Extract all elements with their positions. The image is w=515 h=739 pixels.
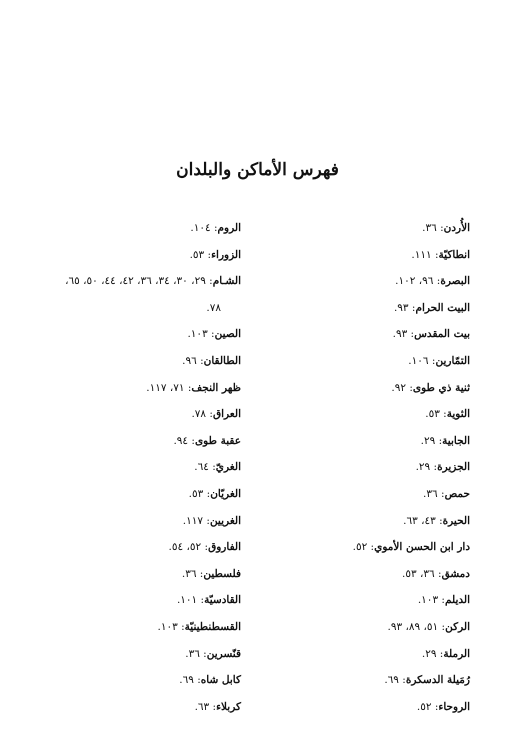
page-numbers: ١٠٤. [190, 222, 211, 234]
place-name: دار ابن الحسن الأموي [374, 541, 470, 554]
page-numbers: ١٠١. [176, 594, 198, 607]
place-name: الأُردن [443, 222, 470, 234]
page-numbers: ٢٩. [421, 647, 437, 660]
place-name: الشـام [212, 275, 241, 288]
index-entry: الحيرة: ٤٣، ٦٣. [403, 514, 470, 527]
place-name: الغريّ [215, 461, 241, 474]
page-numbers: ٧٨. [206, 301, 221, 314]
page-title: فهرس الأماكن والبلدان [176, 160, 339, 180]
page-numbers: ٩٣. [393, 301, 409, 314]
place-name: الروم [217, 222, 241, 234]
place-name: الغريين [209, 514, 241, 527]
place-name: البصرة [440, 275, 470, 288]
index-entry: القسطنطينيّة: ١٠٣. [157, 620, 241, 633]
index-entry: فلسطين: ٣٦. [181, 567, 241, 580]
index-entry: كربلاء: ٦٣. [194, 700, 241, 713]
place-name: الديلم [444, 594, 470, 607]
place-name: الفاروق [208, 541, 241, 554]
place-name: كابل شاه [200, 674, 241, 687]
page-numbers: ١١١. [411, 248, 432, 261]
index-entry: الصين: ١٠٣. [187, 328, 241, 341]
place-name: القسطنطينيّة [184, 620, 241, 633]
page-numbers: ٩٦. [182, 354, 197, 367]
place-name: الجزيرة [437, 461, 470, 474]
index-entry: الجزيرة: ٢٩. [415, 461, 470, 474]
page-numbers: ١٠٦. [408, 354, 429, 367]
place-name: الصين [214, 328, 241, 341]
place-name: الزوراء [211, 248, 241, 261]
place-name: عقبة طوى [194, 434, 241, 447]
index-entry: القادسيّة: ١٠١. [176, 594, 241, 607]
place-name: القادسيّة [204, 594, 241, 607]
index-entry: قنّسرين: ٣٦. [185, 647, 241, 660]
page-numbers: ١٠٣. [417, 594, 439, 607]
page-numbers: ٦٩. [179, 674, 194, 687]
page-numbers: ٥١، ٨٩، ٩٣. [387, 620, 439, 633]
index-entry: دمشق: ٣٦، ٥٣. [402, 567, 470, 580]
index-entry: الروم: ١٠٤. [190, 222, 241, 234]
page-numbers: ١٠٣. [187, 328, 208, 341]
page-numbers: ٣٦. [181, 567, 197, 580]
page-numbers: ٢٩. [415, 461, 431, 474]
index-entry: العراق: ٧٨. [191, 408, 241, 421]
index-entry: البصرة: ٩٦، ١٠٢. [395, 275, 470, 288]
page-numbers: ٩٢. [391, 381, 407, 394]
index-entry: البيت الحرام: ٩٣. [393, 301, 470, 314]
page-numbers: ٢٩. [420, 434, 436, 447]
place-name: البيت الحرام [415, 301, 470, 314]
index-entry: كابل شاه: ٦٩. [179, 674, 241, 687]
index-entry: الثوية: ٥٣. [425, 408, 470, 421]
page-numbers: ٣٦. [185, 647, 200, 660]
index-entry: الطالقان: ٩٦. [182, 354, 241, 367]
index-entry: الفاروق: ٥٢، ٥٤. [168, 541, 241, 554]
index-entry: رُمَيلة الدسكرة: ٦٩. [384, 674, 470, 687]
index-entry: ظهر النجف: ٧١، ١١٧. [146, 381, 241, 394]
page-numbers: ٥٢. [352, 541, 368, 554]
place-name: حمص [444, 487, 470, 500]
place-name: انطاكيّة [438, 248, 470, 261]
place-name: ثنية ذي طوى [412, 381, 470, 394]
place-name: دمشق [441, 567, 470, 580]
page-numbers: ٩٣. [392, 328, 408, 341]
index-entry-continuation [11, 295, 241, 322]
place-name: فلسطين [203, 567, 241, 580]
index-entry: بيت المقدس: ٩٣. [392, 328, 470, 341]
page-numbers: ٧٨. [191, 408, 207, 421]
place-name: الطالقان [203, 354, 241, 367]
place-name: الركن [445, 620, 470, 633]
page-numbers: ٧١، ١١٧. [146, 381, 185, 394]
index-entry: الزوراء: ٥٣. [189, 248, 241, 261]
index-entry: الغريّان: ٥٣. [188, 487, 241, 500]
page-numbers: ١١٧. [182, 514, 204, 527]
index-entry: ثنية ذي طوى: ٩٢. [391, 381, 470, 394]
index-entry: الشـام: ٢٩، ٣٠، ٣٤، ٣٦، ٤٢، ٤٤، ٥٠، ٦٥، [65, 275, 241, 288]
place-name: الجابية [442, 434, 470, 447]
place-name: الرملة [443, 647, 470, 660]
place-name: الغريّان [210, 487, 241, 500]
page-numbers: ٥٢. [416, 700, 432, 713]
index-entry: الغريين: ١١٧. [182, 514, 241, 527]
index-entry: التمّارين: ١٠٦. [408, 354, 470, 367]
place-name: رُمَيلة الدسكرة [405, 674, 470, 687]
page-numbers: ٥٣. [189, 248, 205, 261]
place-name: قنّسرين [206, 647, 241, 660]
page-numbers: ٦٤. [194, 461, 209, 474]
place-name: الثوية [446, 408, 470, 421]
page-numbers: ٣٦، ٥٣. [402, 567, 435, 580]
page-numbers: ١٠٣. [157, 620, 178, 633]
page-numbers: ٢٩، ٣٠، ٣٤، ٣٦، ٤٢، ٤٤، ٥٠، ٦٥، [65, 275, 206, 288]
index-entry: الأُردن: ٣٦. [422, 222, 470, 234]
page-numbers: ٩٦، ١٠٢. [395, 275, 434, 288]
place-name: كربلاء [216, 700, 241, 713]
index-entry: الرملة: ٢٩. [421, 647, 470, 660]
index-entry: عقبة طوى: ٩٤. [173, 434, 241, 447]
place-name: ظهر النجف [191, 381, 241, 394]
place-name: بيت المقدس [414, 328, 470, 341]
page-numbers: ٥٢، ٥٤. [168, 541, 202, 554]
page-numbers: ٤٣، ٦٣. [403, 514, 436, 527]
page-numbers: ٩٤. [173, 434, 189, 447]
index-entry: الديلم: ١٠٣. [417, 594, 470, 607]
page-numbers: ٣٦. [423, 487, 438, 500]
index-entry: الجابية: ٢٩. [420, 434, 470, 447]
index-column-left [11, 215, 241, 720]
index-entry: الركن: ٥١، ٨٩، ٩٣. [387, 620, 470, 633]
page-numbers: ٦٩. [384, 674, 399, 687]
page-numbers: ٣٦. [422, 222, 437, 234]
index-column-right [280, 215, 470, 720]
index-entry: دار ابن الحسن الأموي: ٥٢. [352, 541, 470, 554]
index-entry: انطاكيّة: ١١١. [411, 248, 470, 261]
place-name: الحيرة [442, 514, 470, 527]
index-entry: الروحاء: ٥٢. [416, 700, 470, 713]
place-name: الروحاء [438, 700, 470, 713]
index-entry: حمص: ٣٦. [423, 487, 470, 500]
page-numbers: ٥٣. [425, 408, 440, 421]
page-numbers: ٦٣. [194, 700, 210, 713]
page-numbers: ٥٣. [188, 487, 204, 500]
place-name: العراق [212, 408, 241, 421]
index-entry: الغريّ: ٦٤. [194, 461, 241, 474]
place-name: التمّارين [435, 354, 470, 367]
